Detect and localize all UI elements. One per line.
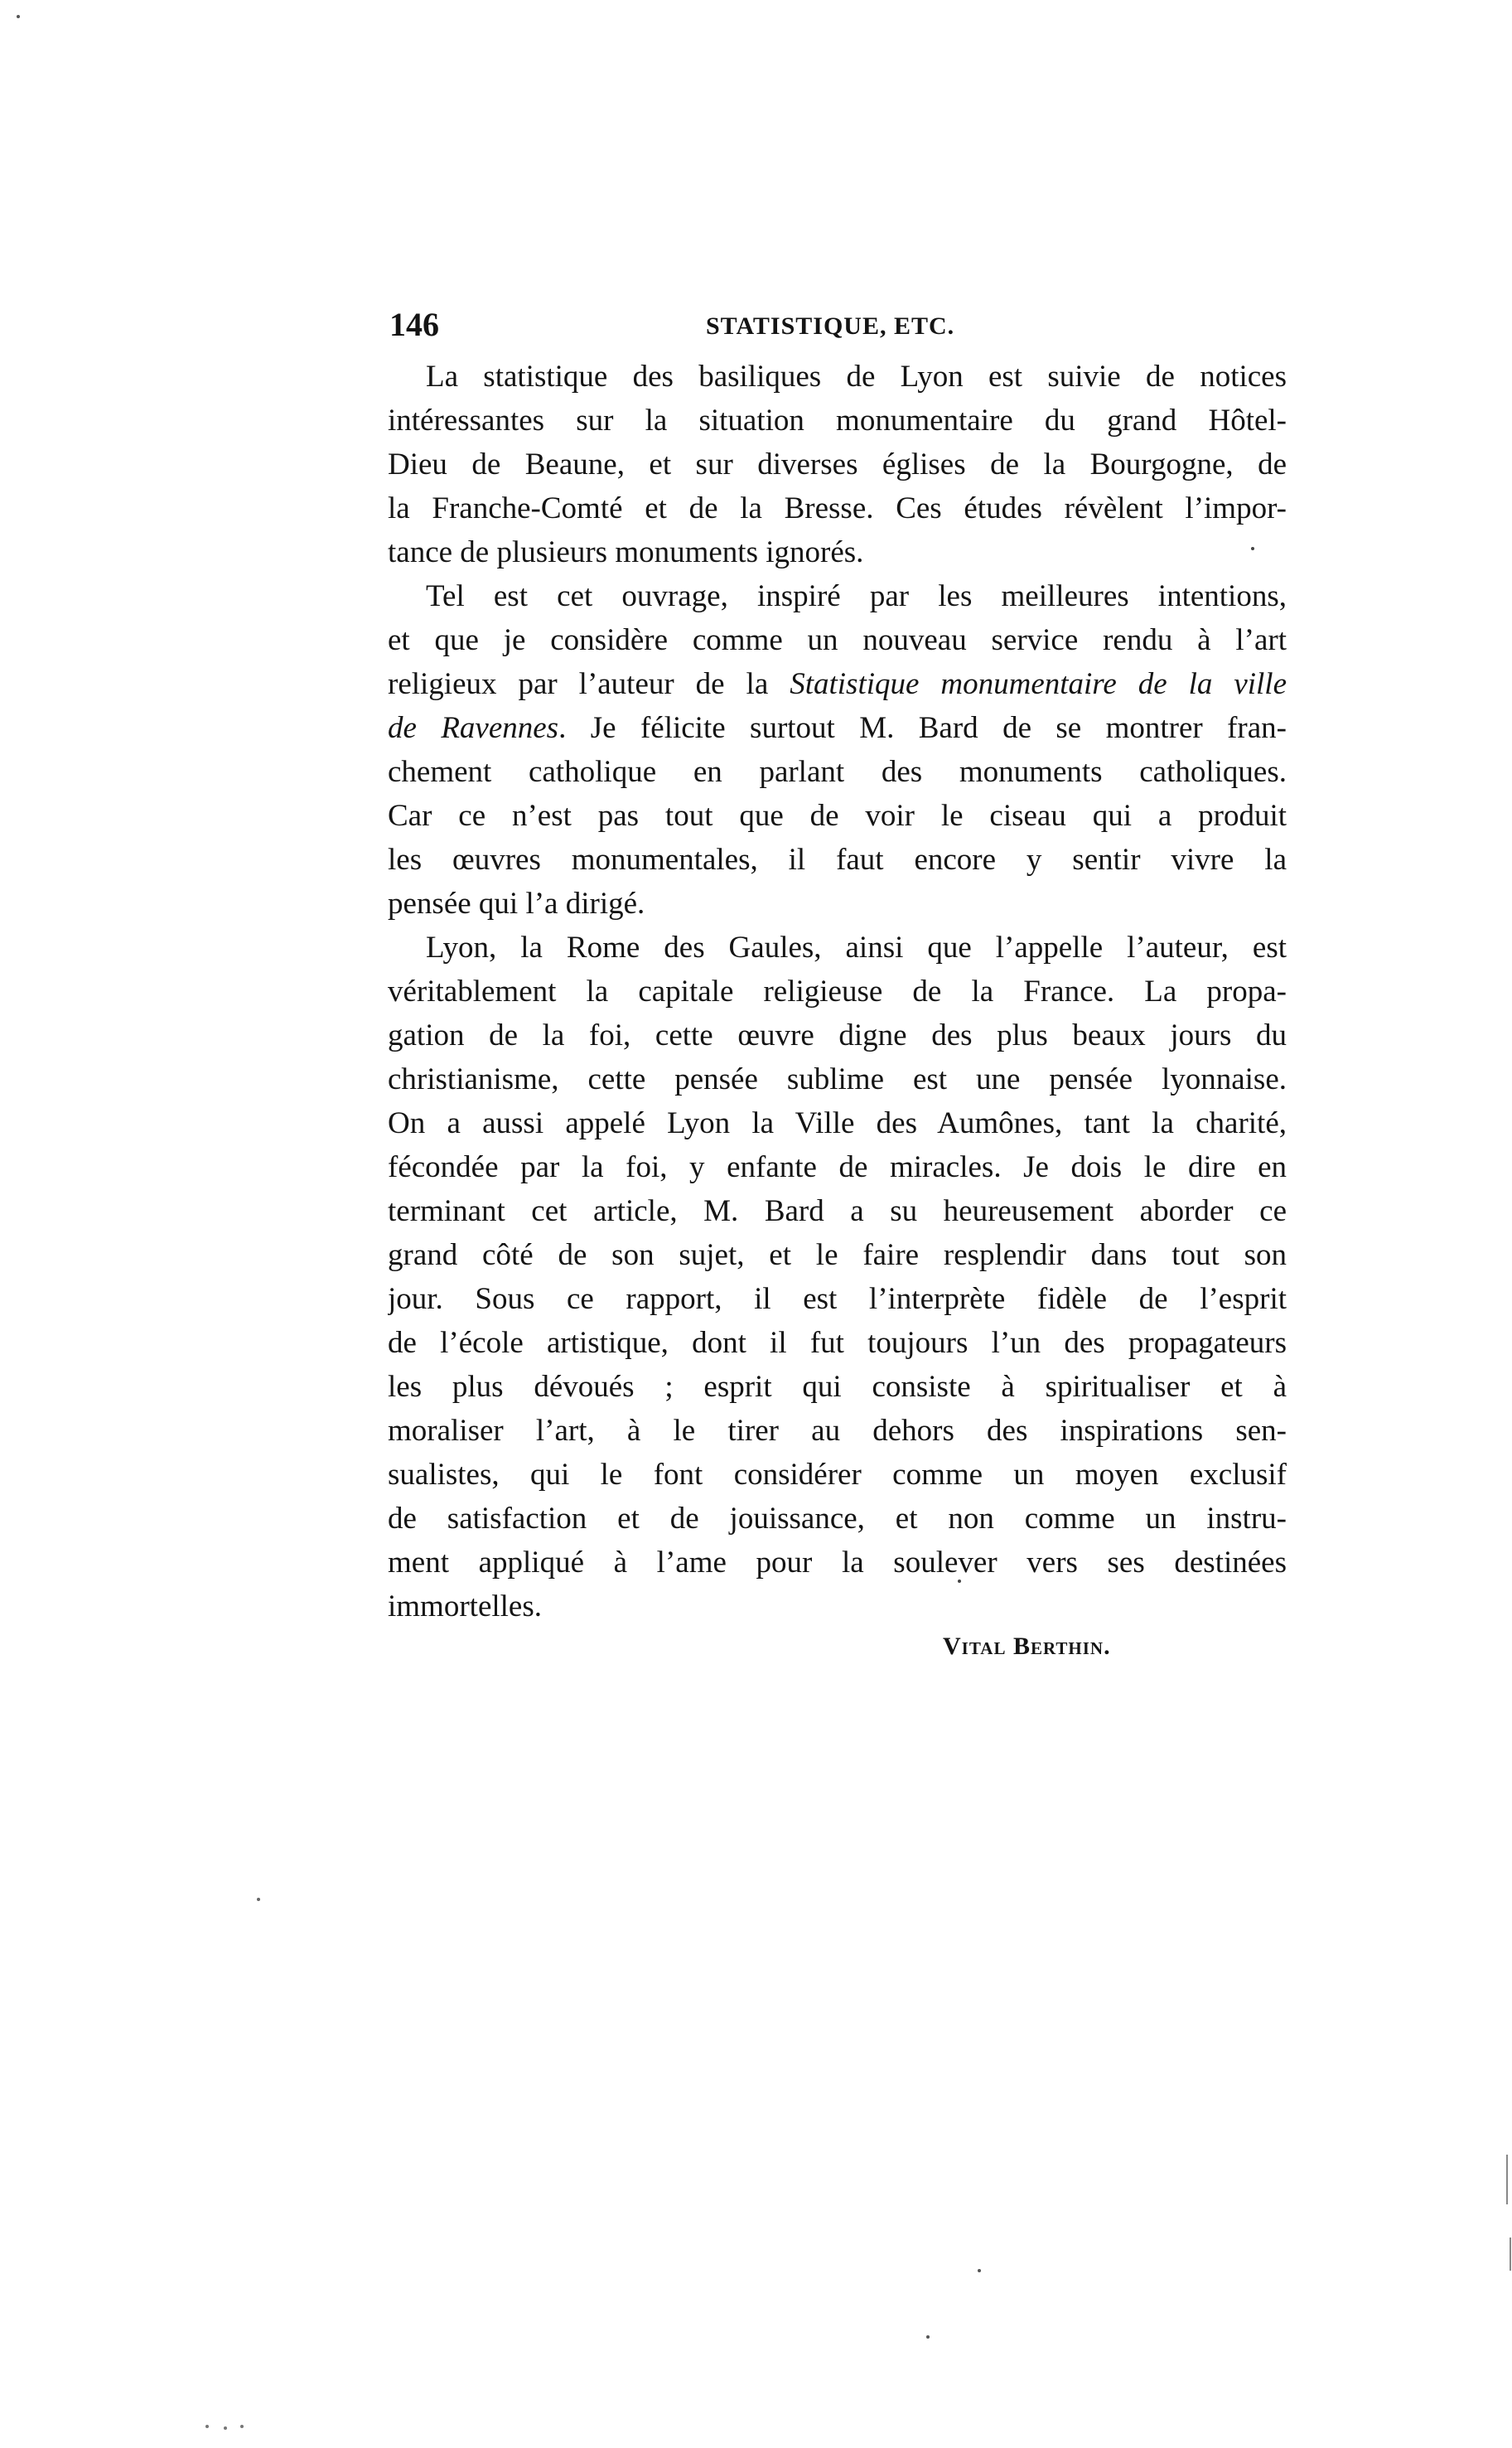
text-line: de l’école artistique, dont il fut toujours l’un des propagateurs [388,1326,1287,1360]
text-line: La statistique des basiliques de Lyon est suivie de notices [426,360,1287,394]
text-line: ment appliqué à l’ame pour la soulever vers ses destinées [388,1546,1287,1580]
book-title-italic: de Ravennes [388,711,559,745]
text-segment: . Je félicite surtout M. Bard de se montrer fran- [558,711,1287,745]
scan-speck [17,15,20,18]
text-line: Lyon, la Rome des Gaules, ainsi que l’appelle l’auteur, est [426,931,1287,965]
text-line: gation de la foi, cette œuvre digne des plus beaux jours du [388,1018,1287,1052]
text-line: terminant cet article, M. Bard a su heureusement aborder ce [388,1194,1287,1228]
text-line: les plus dévoués ; esprit qui consiste à spiritualiser et à [388,1370,1287,1404]
scan-speck [978,2269,981,2272]
text-line: grand côté de son sujet, et le faire resplendir dans tout son [388,1238,1287,1272]
text-line: jour. Sous ce rapport, il est l’interprète fidèle de l’esprit [388,1282,1287,1316]
scan-speck [224,2426,227,2430]
running-title: STATISTIQUE, ETC. [706,312,955,340]
scan-speck [240,2425,244,2428]
text-line: Car ce n’est pas tout que de voir le ciseau qui a produit [388,799,1287,833]
page-number: 146 [389,306,439,343]
text-line: Dieu de Beaune, et sur diverses églises de la Bourgogne, de [388,448,1287,481]
text-line: les œuvres monumentales, il faut encore y sentir vivre la [388,843,1287,877]
text-line: christianisme, cette pensée sublime est une pensée lyonnaise. [388,1062,1287,1096]
text-line: tance de plusieurs monuments ignorés. [388,535,864,569]
text-line: immortelles. [388,1589,542,1623]
text-line: véritablement la capitale religieuse de la France. La propa- [388,975,1287,1009]
scan-speck [1506,2155,1508,2204]
text-segment: religieux par l’auteur de la [388,667,790,701]
text-line: On a aussi appelé Lyon la Ville des Aumônes, tant la charité, [388,1106,1287,1140]
running-head [389,305,1284,345]
scan-speck [205,2425,209,2428]
text-line: et que je considère comme un nouveau service rendu à l’art [388,623,1287,657]
author-signature: Vital Berthin. [943,1633,1111,1660]
text-line: Tel est cet ouvrage, inspiré par les meilleures intentions, [426,579,1287,613]
text-line: la Franche-Comté et de la Bresse. Ces études révèlent l’impor- [388,491,1287,525]
scan-speck [1510,2238,1511,2271]
text-line: de satisfaction et de jouissance, et non comme un instru- [388,1502,1287,1536]
body-text [388,355,1287,1628]
text-line: intéressantes sur la situation monumentaire du grand Hôtel- [388,404,1287,438]
scan-speck [257,1898,260,1901]
text-line: pensée qui l’a dirigé. [388,887,645,921]
book-title-italic: Statistique monumentaire de la ville [790,667,1287,701]
text-line [388,662,1287,706]
text-line: chement catholique en parlant des monuments catholiques. [388,755,1287,789]
scan-speck [926,2335,930,2339]
text-line: fécondée par la foi, y enfante de miracles. Je dois le dire en [388,1150,1287,1184]
text-line [388,706,1287,750]
text-line: moraliser l’art, à le tirer au dehors des inspirations sen- [388,1414,1287,1448]
text-line: sualistes, qui le font considérer comme un moyen exclusif [388,1458,1287,1492]
